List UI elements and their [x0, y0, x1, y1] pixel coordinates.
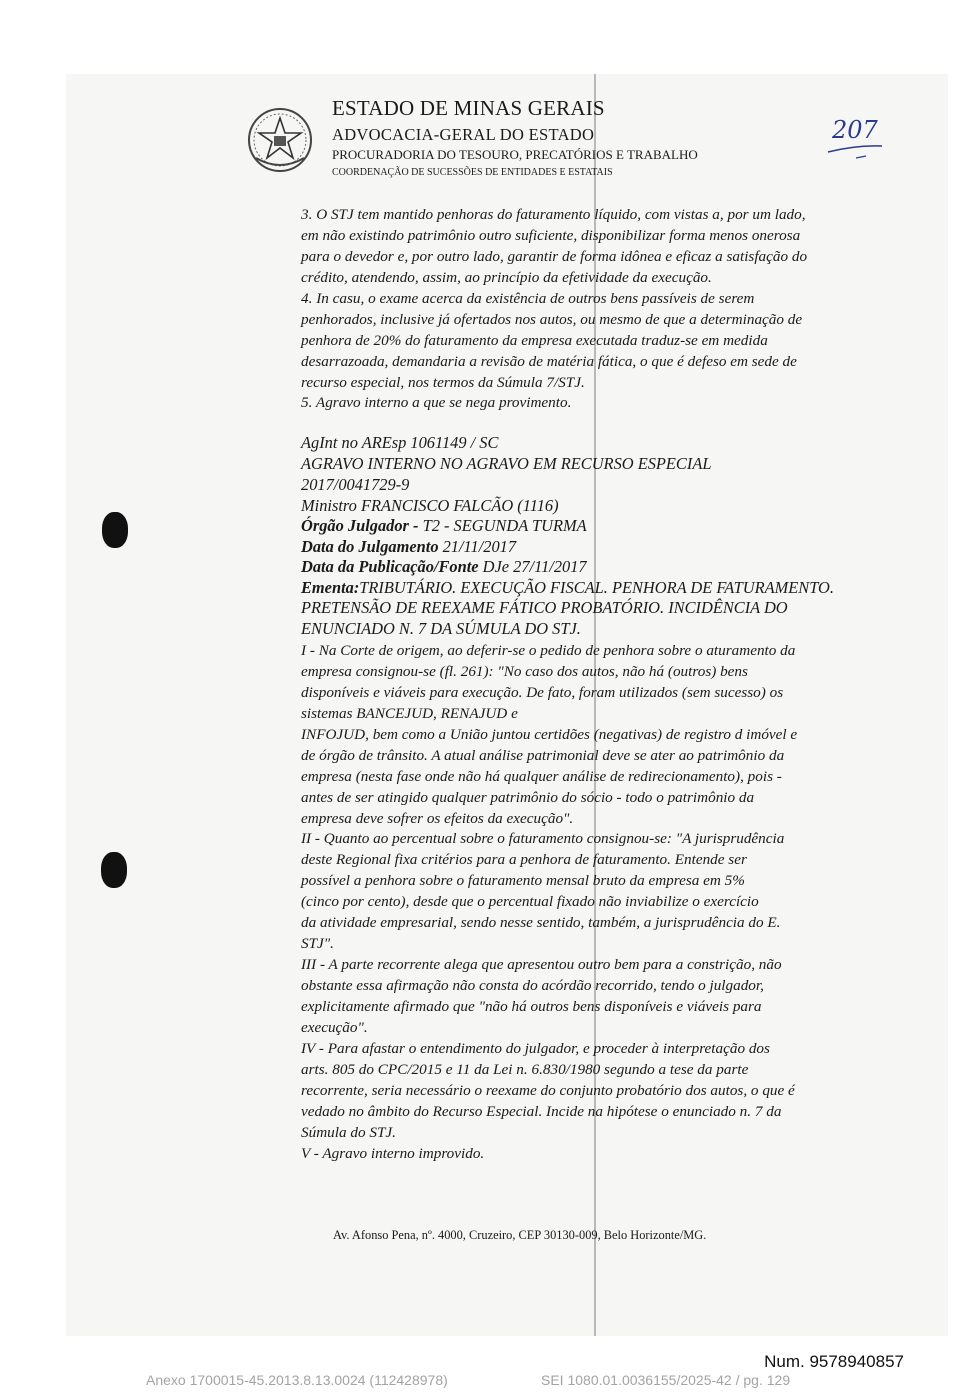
case-number: 2017/0041729-9 [301, 475, 410, 494]
handwritten-page-text: 207 [832, 116, 878, 144]
ementa-line: recorrente, seria necessário o reexame do conjunto probatório dos autos, o que é [301, 1082, 795, 1099]
ementa-line: V - Agravo interno improvido. [301, 1145, 485, 1162]
body-line: 3. O STJ tem mantido penhoras do faturamento líquido, com vistas a, por um lado, [301, 206, 806, 223]
footer-address: Av. Afonso Pena, nº. 4000, Cruzeiro, CEP 30130-009, Belo Horizonte/MG. [333, 1228, 707, 1242]
ementa [301, 580, 834, 596]
ementa-line: II - Quanto ao percentual sobre o faturamento consignou-se: "A jurisprudência [301, 830, 785, 847]
ementa-line: da atividade empresarial, sendo nesse sentido, também, a jurisprudência do E. [301, 914, 781, 931]
header-department: PROCURADORIA DO TESOURO, PRECATÓRIOS E TRABALHO [332, 147, 698, 162]
ementa-line: IV - Para afastar o entendimento do julgador, e proceder à interpretação dos [301, 1040, 770, 1057]
ementa-line: obstante essa afirmação não consta do acórdão recorrido, tendo o julgador, [301, 977, 764, 994]
ementa-line: Súmula do STJ. [301, 1124, 396, 1141]
ementa-line: sistemas BANCEJUD, RENAJUD e [301, 705, 518, 722]
document-number-stamp: Num. 9578940857 [764, 1352, 904, 1371]
annex-reference: Anexo 1700015-45.2013.8.13.0024 (112428978) [146, 1372, 448, 1388]
ementa-line: III - A parte recorrente alega que apresentou outro bem para a constrição, não [301, 956, 782, 973]
data-publicacao [301, 559, 587, 575]
case-reference: AgInt no AREsp 1061149 / SC [301, 433, 499, 452]
ementa-line: de órgão de trânsito. A atual análise patrimonial deve se ater ao patrimônio da [301, 747, 785, 764]
ementa-line: INFOJUD, bem como a União juntou certidões (negativas) de registro d imóvel e [301, 726, 798, 743]
case-type: AGRAVO INTERNO NO AGRAVO EM RECURSO ESPECIAL [301, 454, 712, 473]
body-line: em não existindo patrimônio outro suficiente, disponibilizar forma menos onerosa [301, 227, 801, 244]
body-line: crédito, atendendo, assim, ao princípio da efetividade da execução. [301, 269, 712, 286]
ementa-line: possível a penhora sobre o faturamento mensal bruto da empresa em 5% [301, 872, 745, 889]
case-minister: Ministro FRANCISCO FALCÃO (1116) [301, 496, 559, 515]
data-julgamento [301, 539, 516, 555]
ementa-line: execução". [301, 1019, 368, 1036]
orgao-value: T2 - SEGUNDA TURMA [422, 516, 587, 535]
ementa-value: TRIBUTÁRIO. EXECUÇÃO FISCAL. PENHORA DE FATURAMENTO. [359, 578, 834, 597]
header-state: ESTADO DE MINAS GERAIS [332, 96, 605, 120]
body-line: para o devedor e, por outro lado, garantir de forma idônea e eficaz a satisfação do [301, 248, 808, 265]
ementa-line: (cinco por cento), desde que o percentual fixado não inviabilize o exercício [301, 893, 759, 910]
handwritten-page-number [826, 112, 886, 162]
body-line: penhorados, inclusive já ofertados nos autos, ou mesmo de que a determinação de [301, 311, 803, 328]
ementa-line: empresa deve sofrer os efeitos da execução". [301, 810, 574, 827]
punch-hole-mark [102, 512, 128, 548]
orgao-label: Órgão Julgador - [301, 516, 423, 535]
body-line: penhora de 20% do faturamento da empresa executada traduz-se em medida [301, 332, 768, 349]
ementa-line: antes de ser atingido qualquer patrimônio do sócio - todo o patrimônio da [301, 789, 755, 806]
ementa-line: empresa consignou-se (fl. 261): "No caso dos autos, não há (outros) bens [301, 663, 748, 680]
body-line: desarrazoada, demandaria a revisão de matéria fática, o que é defeso em sede de [301, 353, 797, 370]
ementa-label: Ementa: [301, 578, 360, 597]
ementa-line: STJ". [301, 935, 334, 952]
ementa-line: PRETENSÃO DE REEXAME FÁTICO PROBATÓRIO. INCIDÊNCIA DO [301, 598, 788, 617]
coat-of-arms-icon [246, 106, 314, 174]
body-line: recurso especial, nos termos da Súmula 7/STJ. [301, 374, 585, 391]
ementa-line: deste Regional fixa critérios para a penhora de faturamento. Entende ser [301, 851, 747, 868]
ementa-line: arts. 805 do CPC/2015 e 11 da Lei n. 6.830/1980 segundo a tese da parte [301, 1061, 749, 1078]
body-line: 5. Agravo interno a que se nega provimento. [301, 394, 572, 411]
ementa-line: vedado no âmbito do Recurso Especial. Incide na hipótese o enunciado n. 7 da [301, 1103, 782, 1120]
orgao-julgador [301, 518, 587, 534]
ementa-line: explicitamente afirmado que "não há outros bens disponíveis e viáveis para [301, 998, 762, 1015]
body-line: 4. In casu, o exame acerca da existência de outros bens passíveis de serem [301, 290, 755, 307]
header-agency: ADVOCACIA-GERAL DO ESTADO [332, 125, 595, 144]
julgamento-label: Data do Julgamento [301, 537, 443, 556]
julgamento-value: 21/11/2017 [442, 537, 517, 556]
publicacao-label: Data da Publicação/Fonte [301, 557, 483, 576]
ementa-line: I - Na Corte de origem, ao deferir-se o pedido de penhora sobre o aturamento da [301, 642, 796, 659]
sei-reference: SEI 1080.01.0036155/2025-42 / pg. 129 [541, 1372, 791, 1388]
ementa-line: empresa (nesta fase onde não há qualquer análise de redirecionamento), pois - [301, 768, 782, 785]
punch-hole-mark [101, 852, 127, 888]
ementa-line: disponíveis e viáveis para execução. De fato, foram utilizados (sem sucesso) os [301, 684, 784, 701]
publicacao-value: DJe 27/11/2017 [482, 557, 587, 576]
header-coordination: COORDENAÇÃO DE SUCESSÕES DE ENTIDADES E ESTATAIS [332, 167, 613, 178]
ementa-line: ENUNCIADO N. 7 DA SÚMULA DO STJ. [301, 619, 581, 638]
